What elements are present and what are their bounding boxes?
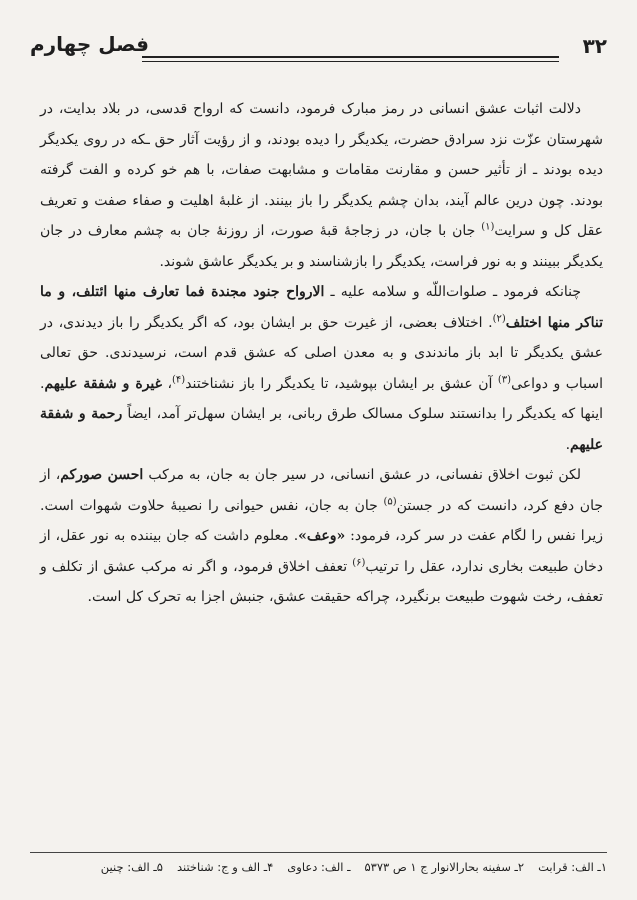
paragraph [40,94,603,277]
page-number: ۳۲ [582,34,607,58]
text-segment: . [565,436,571,453]
header-rule-thin [142,61,559,62]
text-segment: . اینها که یکدیگر را بدانستند سلوک مسالک طرق ربانی، بر ایشان سهل‌تر آمد، ایضاً [40,375,603,422]
text-segment: جان با جان، در زجاجهٔ قبهٔ صورت، از روزنهٔ جان به چشم معارف در جان یکدیگر ببینند و به نور فراست، یکدیگر را بازشناسند و بر یکدیگر عاشق شوند. [40,223,603,270]
footnote-item: ۳ـ الف: دعاوی [287,860,390,874]
text-segment: لکن ثبوت اخلاق نفسانی، در عشق انسانی، در سیر جان به جان، به مرکب [143,467,581,483]
text-segment: چنانکه فرمود ـ صلوات‌اللّه و سلامه علیه ـ [324,284,581,300]
text-segment: . اختلاف بعضی، از غیرت حق بر ایشان بود، که اگر یکدیگر را باز دیدندی، در عشق یکدیگر تا ابد باز ماندندی و به معدن اصلی که عشق قدم است، نرسیدندی. حق تعالی اسباب و دواعی [40,314,604,392]
footnotes [30,860,607,874]
footnote-item: ۲ـ سفینه بحارالانوار ج ۱ ص ۵۳۷ [364,860,525,874]
text-segment: جان به جان، نفس حیوانی را نصیبهٔ حلاوت شهوات است. زیرا نفس را لگام عفت در سر کرد، فرمود: [40,497,603,544]
footnote-reference: (۶) [352,556,366,568]
bold-quote: احسن صورکم [60,467,144,483]
text-segment: دلالت اثبات عشق انسانی در رمز مبارک فرمود، دانست که ارواح قدسی، در بلاد بدایت، در شهرستان عزّت نزد سرادق حضرت، یکدیگر را دیده بودند، و از رؤیت آثار حق ـکه در روی یکدیگر دیده بودند ـ از تأثیر حسن و مقارنت مقامات و مشابهت صفات، با هم خو کرده و الفت گرفته بودند. چون درین عالم آیند، بدان چشم یکدیگر را باز بینند. از غلبهٔ اهلیت و صفاء صفت و تعریف عقل کل و سرایت [40,101,604,239]
footnote-item: ۴ـ الف و ج: شناختند [176,860,274,874]
footnote-item: ۵ـ الف: چنین [100,860,163,874]
header-rule [142,56,559,58]
paragraph [40,460,603,613]
text-segment: ، [161,375,172,392]
bold-quote: الارواح جنود مجندة فما تعارف منها ائتلف، و ما تناکر منها اختلف [40,284,603,331]
footnote-reference: (۴) [172,373,186,385]
text-segment: آن عشق بر ایشان بپوشید، تا یکدیگر را باز نشناختند [185,375,498,392]
footnote-reference: (۳) [497,373,512,385]
text-segment: تعفف اخلاق فرمود، و اگر نه مرکب عشق از تکلف و تعفف، رخت شهوت طبیعت برنگیرد، چراکه حقیقت عشق، جنبش اجزا به تحرک کل است. [40,558,603,605]
bold-quote: «وعف» [298,528,346,544]
footnote-reference: (۲) [492,312,506,324]
text-segment: . معلوم داشت که جان بیننده به نور عقل، از دخان طبیعت بخاری ندارد، عقل را ترتیب [40,528,603,575]
paragraph [40,277,603,460]
footnote-reference: (۵) [383,495,397,507]
footnote-rule [30,852,607,853]
bold-quote: غیرة و شفقة علیهم [44,375,162,392]
body-text [40,94,603,613]
page-header [30,28,607,68]
footnote-reference: (۱) [481,221,495,233]
chapter-title: فصل چهارم [30,32,149,56]
text-segment: ، از جان دفع کرد، دانست که در جستن [40,467,603,514]
bold-quote: رحمة و شفقة علیهم [40,406,603,453]
footnote-item: ۱ـ الف: قرابت [538,860,607,874]
